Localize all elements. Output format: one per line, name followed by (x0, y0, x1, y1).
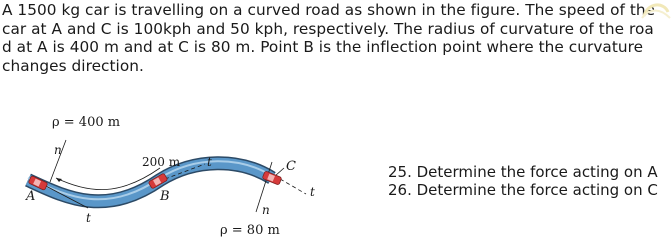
problem-line: A 1500 kg car is travelling on a curved road as shown in the figure. The speed of the (2, 1, 656, 19)
question-item: 25. Determine the force acting on A (388, 163, 658, 181)
radius-a-label: ρ = 400 m (52, 115, 121, 130)
problem-statement (2, 1, 670, 75)
radius-c-label: ρ = 80 m (220, 223, 280, 238)
question-item: 26. Determine the force acting on C (388, 181, 658, 199)
tangent-symbol-b: t (207, 155, 212, 169)
problem-line: d at A is 400 m and at C is 80 m. Point B is the inflection point where the curvature (2, 38, 644, 56)
normal-symbol-a: n (54, 143, 62, 157)
tangent-symbol-c: t (310, 185, 315, 199)
curved-road-figure (0, 100, 340, 240)
distance-label: 200 m (142, 155, 181, 169)
normal-symbol-c: n (262, 203, 270, 217)
point-c-leader (275, 168, 284, 176)
point-a-label: A (26, 189, 36, 204)
tangent-symbol-a: t (86, 211, 91, 225)
problem-line: changes direction. (2, 56, 144, 75)
corner-logo-icon (638, 0, 672, 22)
point-b-label: B (160, 189, 170, 204)
point-c-label: C (286, 159, 296, 174)
problem-line: car at A and C is 100kph and 50 kph, respectively. The radius of curvature of the roa (2, 19, 654, 38)
question-list (388, 163, 658, 199)
